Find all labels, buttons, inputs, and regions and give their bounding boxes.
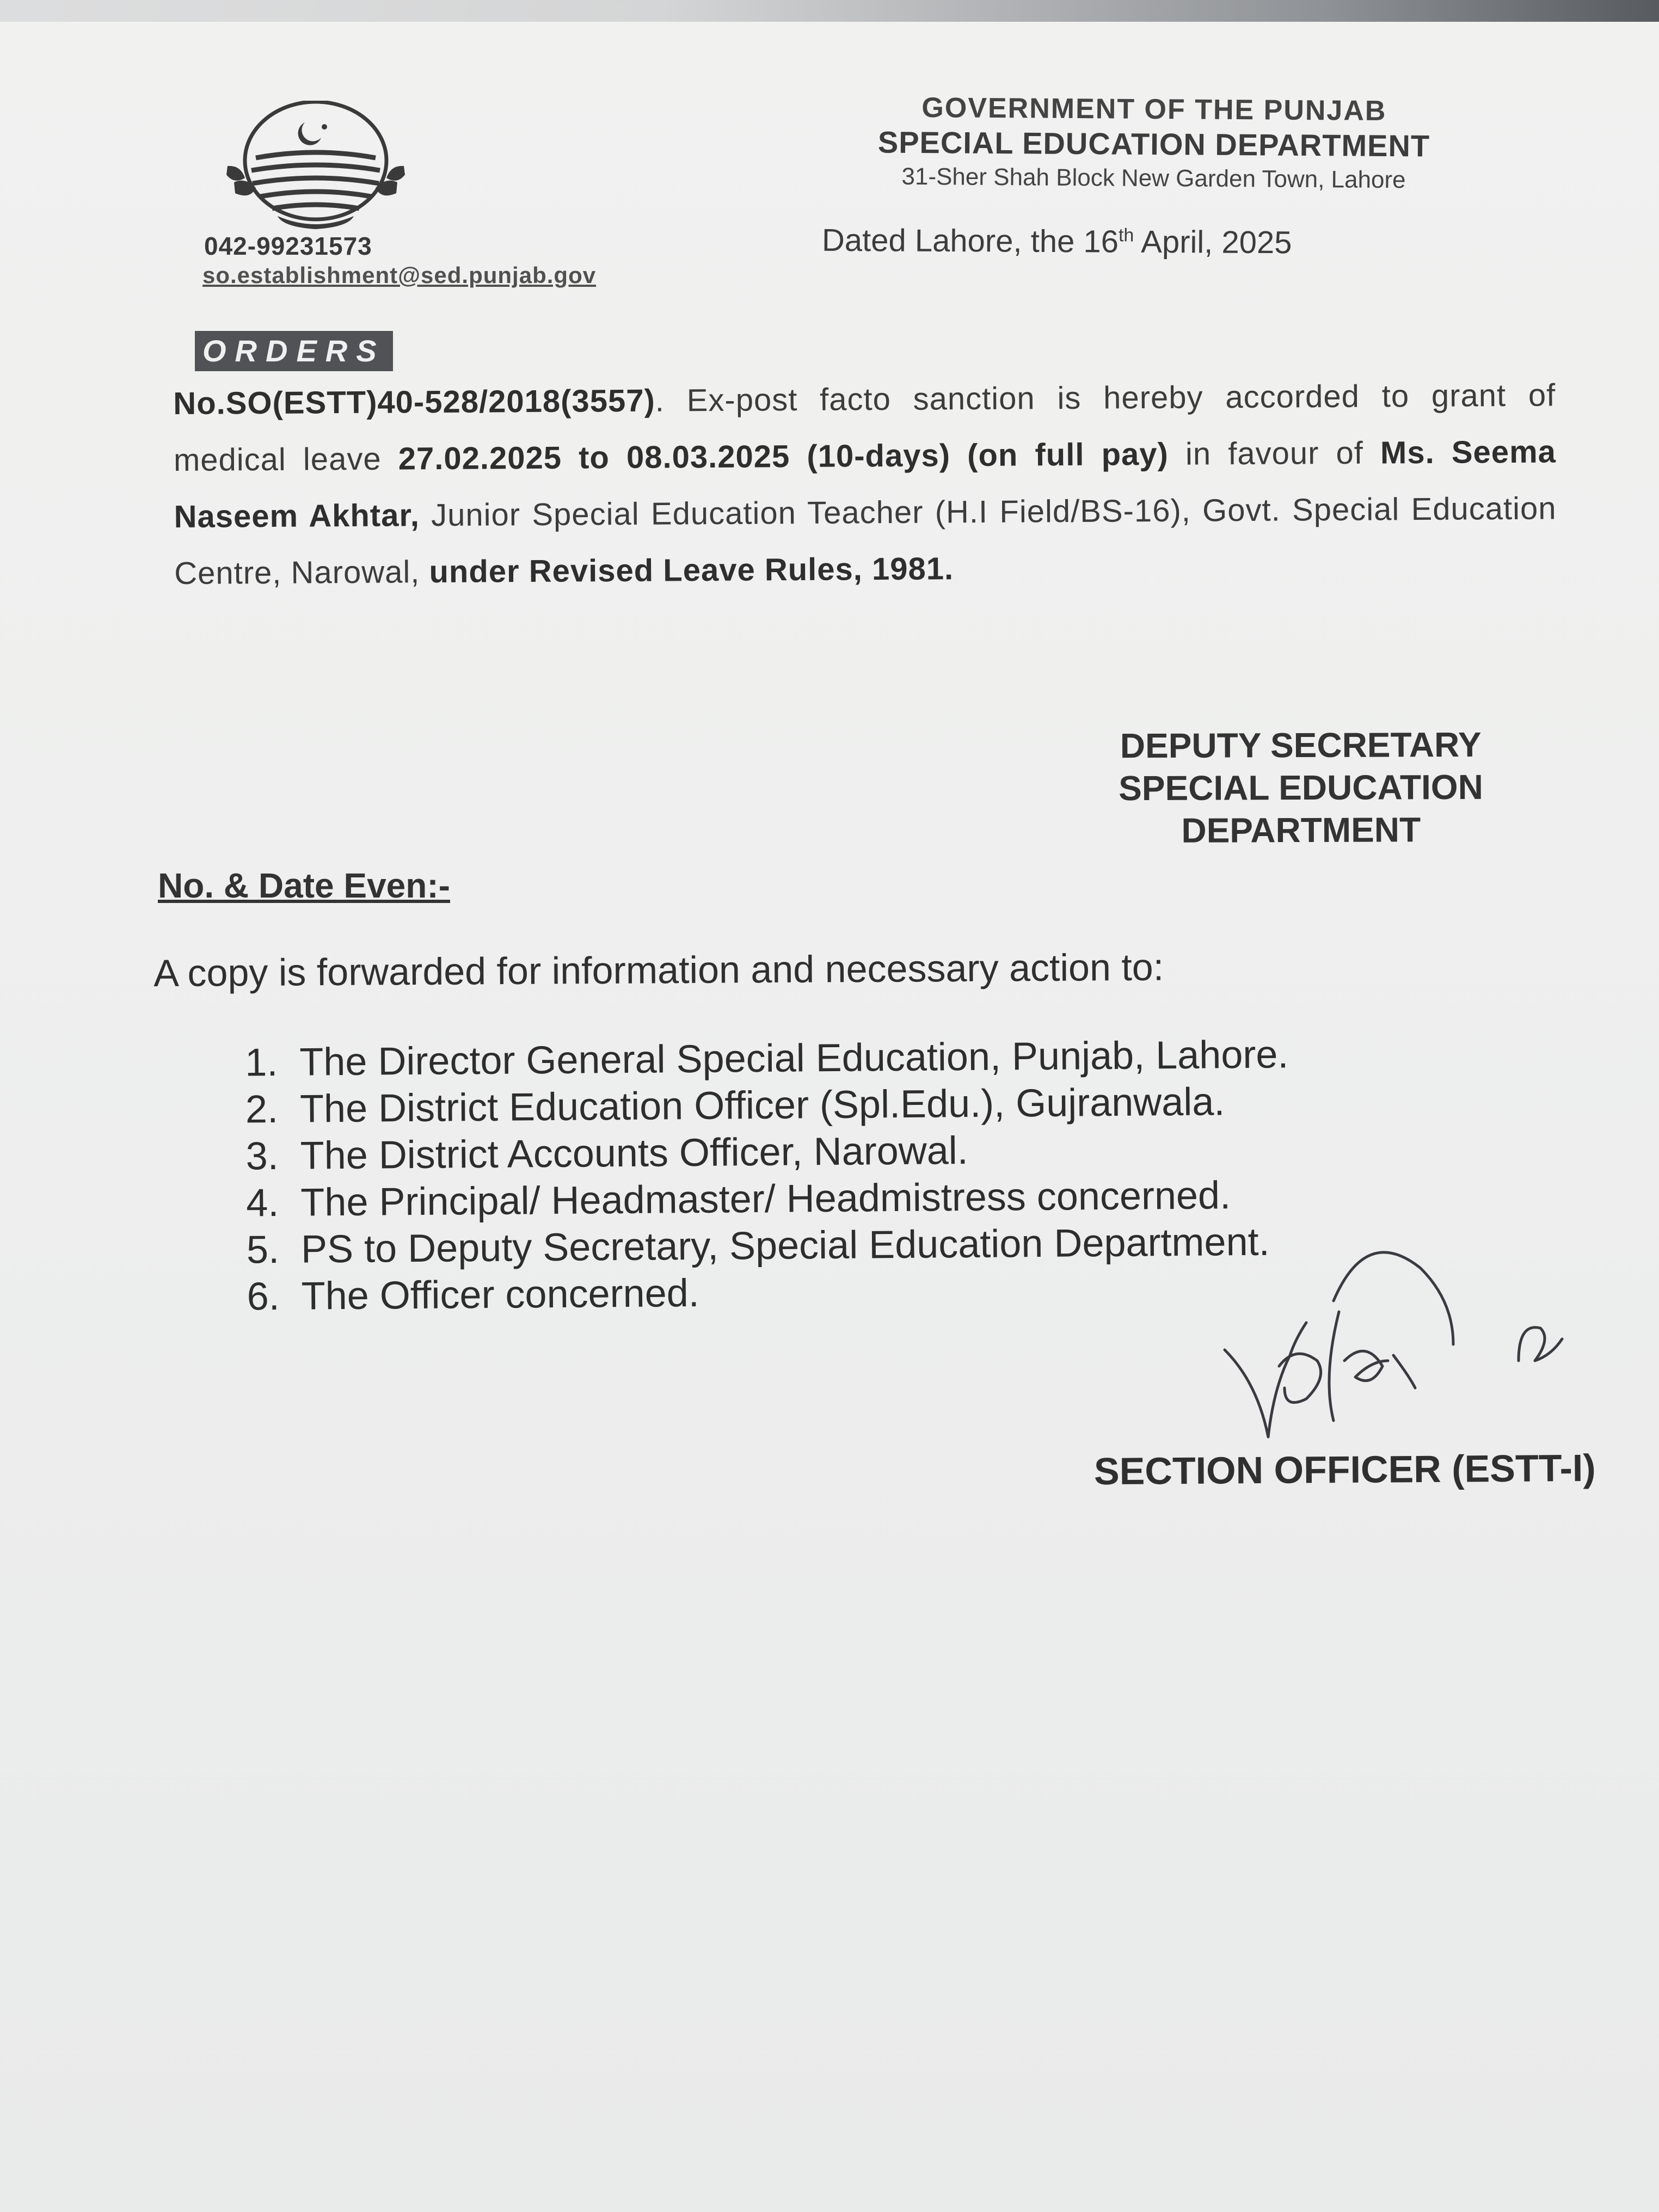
date-prefix: Dated Lahore, the 16 bbox=[821, 222, 1119, 260]
order-text-2: in favour of bbox=[1168, 435, 1381, 472]
section-officer-signatory: SECTION OFFICER (ESTT-I) bbox=[1093, 1446, 1596, 1493]
page-edge-shadow bbox=[0, 0, 1659, 22]
list-item-number: 1. bbox=[244, 1040, 278, 1085]
leave-period: 27.02.2025 to 08.03.2025 (10-days) (on full pay) bbox=[398, 436, 1169, 477]
employee-name: Ms. Seema Naseem Akhtar, bbox=[174, 434, 1557, 534]
list-item-number: 4. bbox=[246, 1181, 279, 1225]
date-line bbox=[822, 222, 1292, 261]
department-title: SPECIAL EDUCATION DEPARTMENT bbox=[877, 125, 1430, 163]
list-item-text: The Director General Special Education, Punjab, Lahore. bbox=[299, 1033, 1289, 1084]
endorsement-heading: No. & Date Even:- bbox=[158, 866, 450, 905]
list-item bbox=[207, 1030, 1405, 1086]
endorsement-intro: A copy is forwarded for information and necessary action to: bbox=[153, 945, 1164, 994]
signatory-1-line-1: DEPUTY SECRETARY bbox=[1120, 724, 1482, 766]
order-paragraph bbox=[173, 367, 1557, 602]
list-item-text: PS to Deputy Secretary, Special Education Department. bbox=[300, 1220, 1270, 1271]
list-item-text: The District Accounts Officer, Narowal. bbox=[300, 1129, 969, 1178]
email-address: so.establishment@sed.punjab.gov bbox=[202, 262, 597, 288]
order-text-1: . Ex-post facto sanction is hereby accorded to grant of medical leave bbox=[173, 377, 1556, 478]
deputy-secretary-signatory bbox=[1067, 723, 1535, 852]
date-suffix: th bbox=[1118, 225, 1134, 246]
list-item-number: 2. bbox=[245, 1087, 279, 1132]
list-item-number: 6. bbox=[247, 1274, 280, 1319]
list-item-text: The Principal/ Headmaster/ Headmistress concerned. bbox=[300, 1173, 1231, 1225]
punjab-government-emblem-icon bbox=[218, 101, 414, 231]
order-number: No.SO(ESTT)40-528/2018(3557) bbox=[173, 383, 655, 421]
list-item-number: 3. bbox=[245, 1134, 279, 1178]
department-address: 31-Sher Shah Block New Garden Town, Lahore bbox=[901, 163, 1406, 194]
signatory-1-line-2: SPECIAL EDUCATION bbox=[1119, 767, 1483, 808]
signatory-1-line-3: DEPARTMENT bbox=[1181, 810, 1421, 850]
date-rest: April, 2025 bbox=[1134, 224, 1292, 261]
phone-number: 042-99231573 bbox=[204, 232, 372, 260]
letterhead-block bbox=[805, 90, 1502, 198]
order-text-3: Junior Special Education Teacher (H.I Field/BS-16), Govt. Special Education Centre, Narowal, bbox=[174, 490, 1557, 591]
leave-rules: under Revised Leave Rules, 1981. bbox=[429, 551, 954, 590]
list-item-number: 5. bbox=[246, 1227, 280, 1272]
list-item-text: The Officer concerned. bbox=[301, 1271, 700, 1318]
orders-heading: ORDERS bbox=[195, 331, 393, 371]
government-title: GOVERNMENT OF THE PUNJAB bbox=[921, 92, 1387, 127]
list-item-text: The District Education Officer (Spl.Edu.), Gujranwala. bbox=[299, 1080, 1225, 1131]
